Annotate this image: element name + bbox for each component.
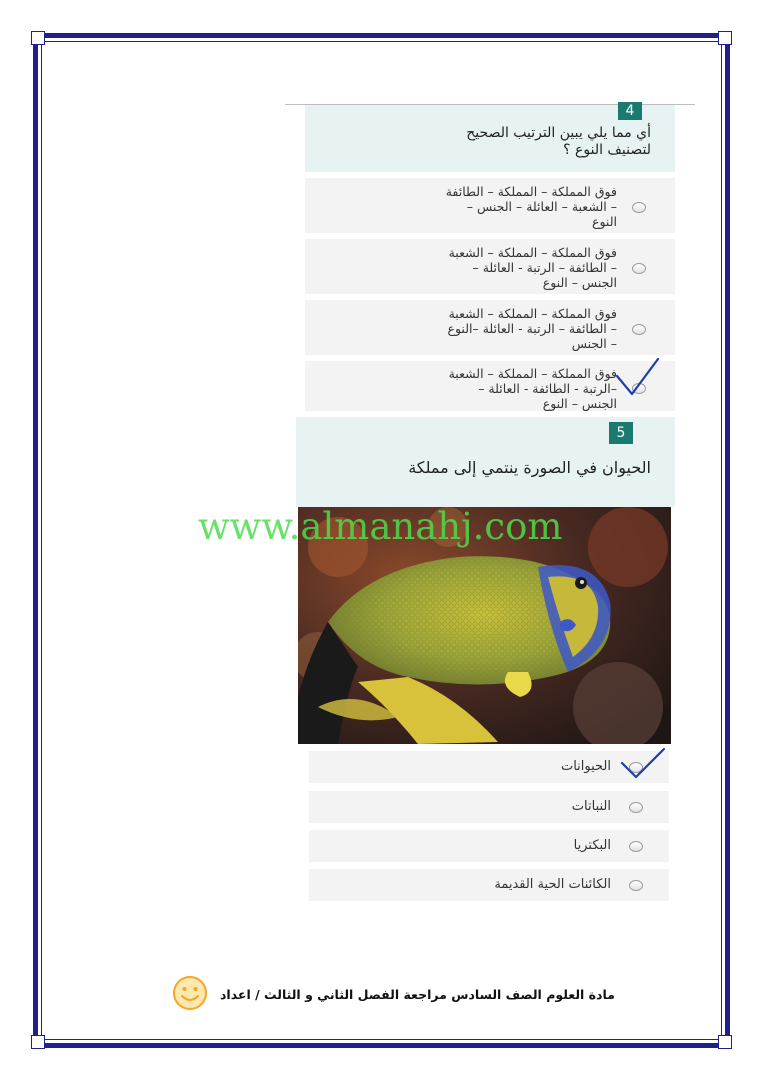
answer-option[interactable] bbox=[305, 239, 675, 294]
option-line: فوق المملكة – المملكة – الشعبة bbox=[448, 366, 617, 381]
radio-button[interactable] bbox=[629, 802, 643, 813]
option-label: الحيوانات bbox=[560, 759, 611, 774]
radio-button[interactable] bbox=[629, 841, 643, 852]
answer-option-selected[interactable] bbox=[309, 751, 669, 783]
option-line: – الجنس bbox=[571, 336, 617, 351]
question-text-line: أي مما يلي يبين الترتيب الصحيح bbox=[466, 125, 651, 141]
watermark-text: www.almanahj.com bbox=[198, 505, 563, 548]
option-line: فوق المملكة – المملكة – الشعبة bbox=[448, 306, 617, 321]
option-line: فوق المملكة – المملكة – الشعبة bbox=[448, 245, 617, 260]
option-line: النوع bbox=[592, 214, 617, 229]
option-line: الجنس – النوع bbox=[542, 275, 617, 290]
radio-button[interactable] bbox=[632, 324, 646, 335]
question-number-badge: 4 bbox=[618, 102, 642, 120]
answer-option[interactable] bbox=[305, 178, 675, 233]
option-line: – الطائفة – الرتبة - العائلة –النوع bbox=[447, 321, 617, 336]
page-footer bbox=[180, 975, 620, 1011]
option-line: –الرتبة - الطائفة - العائلة – bbox=[478, 381, 617, 396]
option-label: البكتريا bbox=[573, 838, 611, 853]
question-4-header bbox=[305, 105, 675, 172]
option-text bbox=[327, 306, 617, 351]
corner-ornament bbox=[31, 1035, 45, 1049]
radio-button[interactable] bbox=[629, 880, 643, 891]
option-line: – الطائفة – الرتبة - العائلة – bbox=[472, 260, 617, 275]
radio-button[interactable] bbox=[632, 263, 646, 274]
option-line: فوق المملكة – المملكة – الطائفة bbox=[445, 184, 617, 199]
option-text bbox=[327, 245, 617, 290]
option-label: الكائنات الحية القديمة bbox=[494, 877, 611, 892]
checkmark-icon bbox=[614, 356, 660, 398]
corner-ornament bbox=[718, 31, 732, 45]
smiley-icon bbox=[172, 975, 208, 1011]
option-line: – الشعبة – العائلة – الجنس – bbox=[466, 199, 617, 214]
answer-option[interactable] bbox=[309, 869, 669, 901]
question-text-line: لتصنيف النوع ؟ bbox=[563, 142, 651, 158]
question-number-badge: 5 bbox=[609, 422, 633, 444]
option-text bbox=[327, 366, 617, 411]
answer-option[interactable] bbox=[309, 830, 669, 862]
option-line: الجنس – النوع bbox=[542, 396, 617, 411]
answer-option[interactable] bbox=[305, 300, 675, 355]
option-label: النباتات bbox=[571, 799, 611, 814]
answer-option[interactable] bbox=[309, 791, 669, 823]
question-4-text bbox=[321, 125, 651, 159]
option-text bbox=[327, 184, 617, 229]
question-5-text: الحيوان في الصورة ينتمي إلى مملكة bbox=[408, 458, 651, 477]
footer-text: مادة العلوم الصف السادس مراجعة الفصل الثاني و الثالث / اعداد bbox=[220, 987, 615, 1002]
corner-ornament bbox=[31, 31, 45, 45]
question-5-header bbox=[296, 417, 675, 507]
corner-ornament bbox=[718, 1035, 732, 1049]
radio-button[interactable] bbox=[632, 202, 646, 213]
checkmark-icon bbox=[620, 747, 666, 781]
